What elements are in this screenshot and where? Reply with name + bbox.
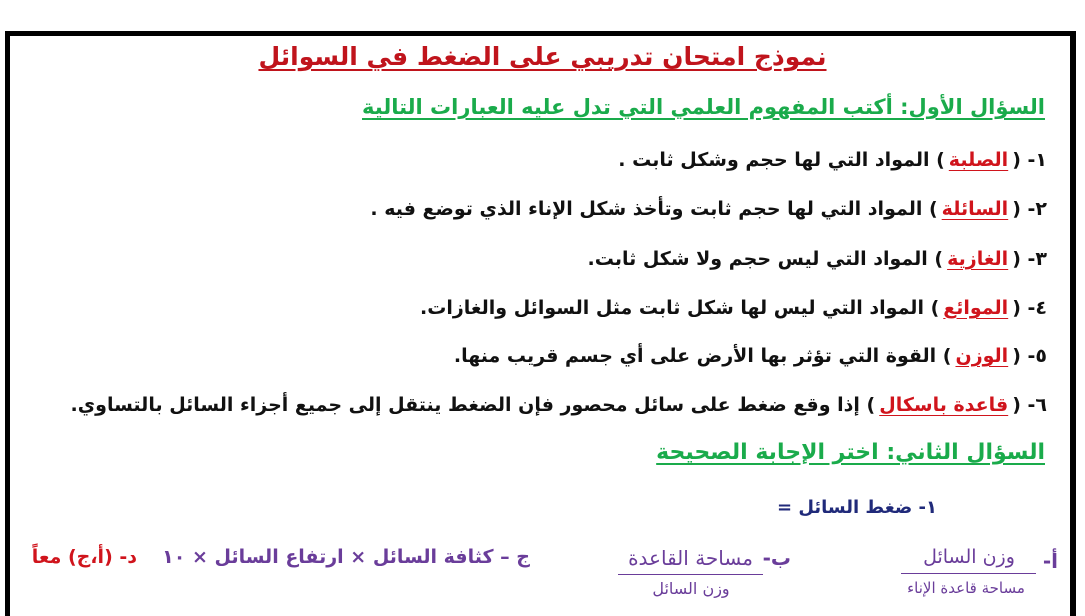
list-item [454, 345, 1047, 367]
item-text: ) المواد التي ليس حجم ولا شكل ثابت. [587, 248, 944, 270]
option-b [616, 543, 791, 603]
option-d: د- (أ،ج) معاً [31, 546, 137, 568]
item-number: ٢- ( [1012, 198, 1047, 220]
item-answer: الوزن [955, 345, 1009, 367]
item-text: ) المواد التي لها حجم وشكل ثابت . [618, 149, 945, 171]
item-answer: السائلة [941, 198, 1009, 220]
item-text: ) إذا وقع ضغط على سائل محصور فإن الضغط ينتقل إلى جميع أجزاء السائل بالتساوي. [70, 394, 876, 416]
list-item [588, 248, 1048, 270]
option-a [888, 543, 1058, 603]
section2-heading: السؤال الثاني: اختر الإجابة الصحيحة [656, 440, 1045, 465]
list-item [370, 198, 1047, 220]
fraction-bar [901, 573, 1036, 574]
section1-heading: السؤال الأول: أكتب المفهوم العلمي التي تدل عليه العبارات التالية [362, 95, 1045, 119]
item-number: ٣- ( [1012, 248, 1047, 270]
option-c: ج – كثافة السائل × ارتفاع السائل × ١٠ [162, 546, 530, 568]
option-b-numerator: مساحة القاعدة [628, 546, 753, 570]
item-text: ) المواد التي ليس لها شكل ثابت مثل السوائل والغازات. [420, 297, 940, 319]
item-text: ) المواد التي لها حجم ثابت وتأخذ شكل الإناء الذي توضع فيه . [370, 198, 938, 220]
page-title: نموذج امتحان تدريبي على الضغط في السوائل [258, 42, 827, 71]
item-answer: الغازية [947, 248, 1009, 270]
option-b-label: ب- [762, 546, 791, 570]
item-text: ) القوة التي تؤثر بها الأرض على أي جسم قريب منها. [453, 345, 952, 367]
list-item [618, 149, 1047, 171]
page-title-wrap [0, 42, 1085, 71]
item-answer: الصلبة [948, 149, 1009, 171]
item-answer: الموائع [943, 297, 1009, 319]
question-1: ١- ضغط السائل = [776, 497, 937, 518]
fraction-bar [618, 574, 763, 575]
item-number: ٤- ( [1012, 297, 1047, 319]
option-b-denominator: وزن السائل [652, 579, 730, 598]
item-number: ٦- ( [1012, 394, 1047, 416]
item-answer: قاعدة باسكال [879, 394, 1009, 416]
option-a-numerator: وزن السائل [923, 546, 1015, 568]
list-item [420, 297, 1047, 319]
item-number: ١- ( [1012, 149, 1047, 171]
option-a-denominator: مساحة قاعدة الإناء [907, 579, 1025, 597]
item-number: ٥- ( [1012, 345, 1047, 367]
list-item [71, 394, 1047, 416]
option-a-label: أ- [1042, 549, 1058, 573]
